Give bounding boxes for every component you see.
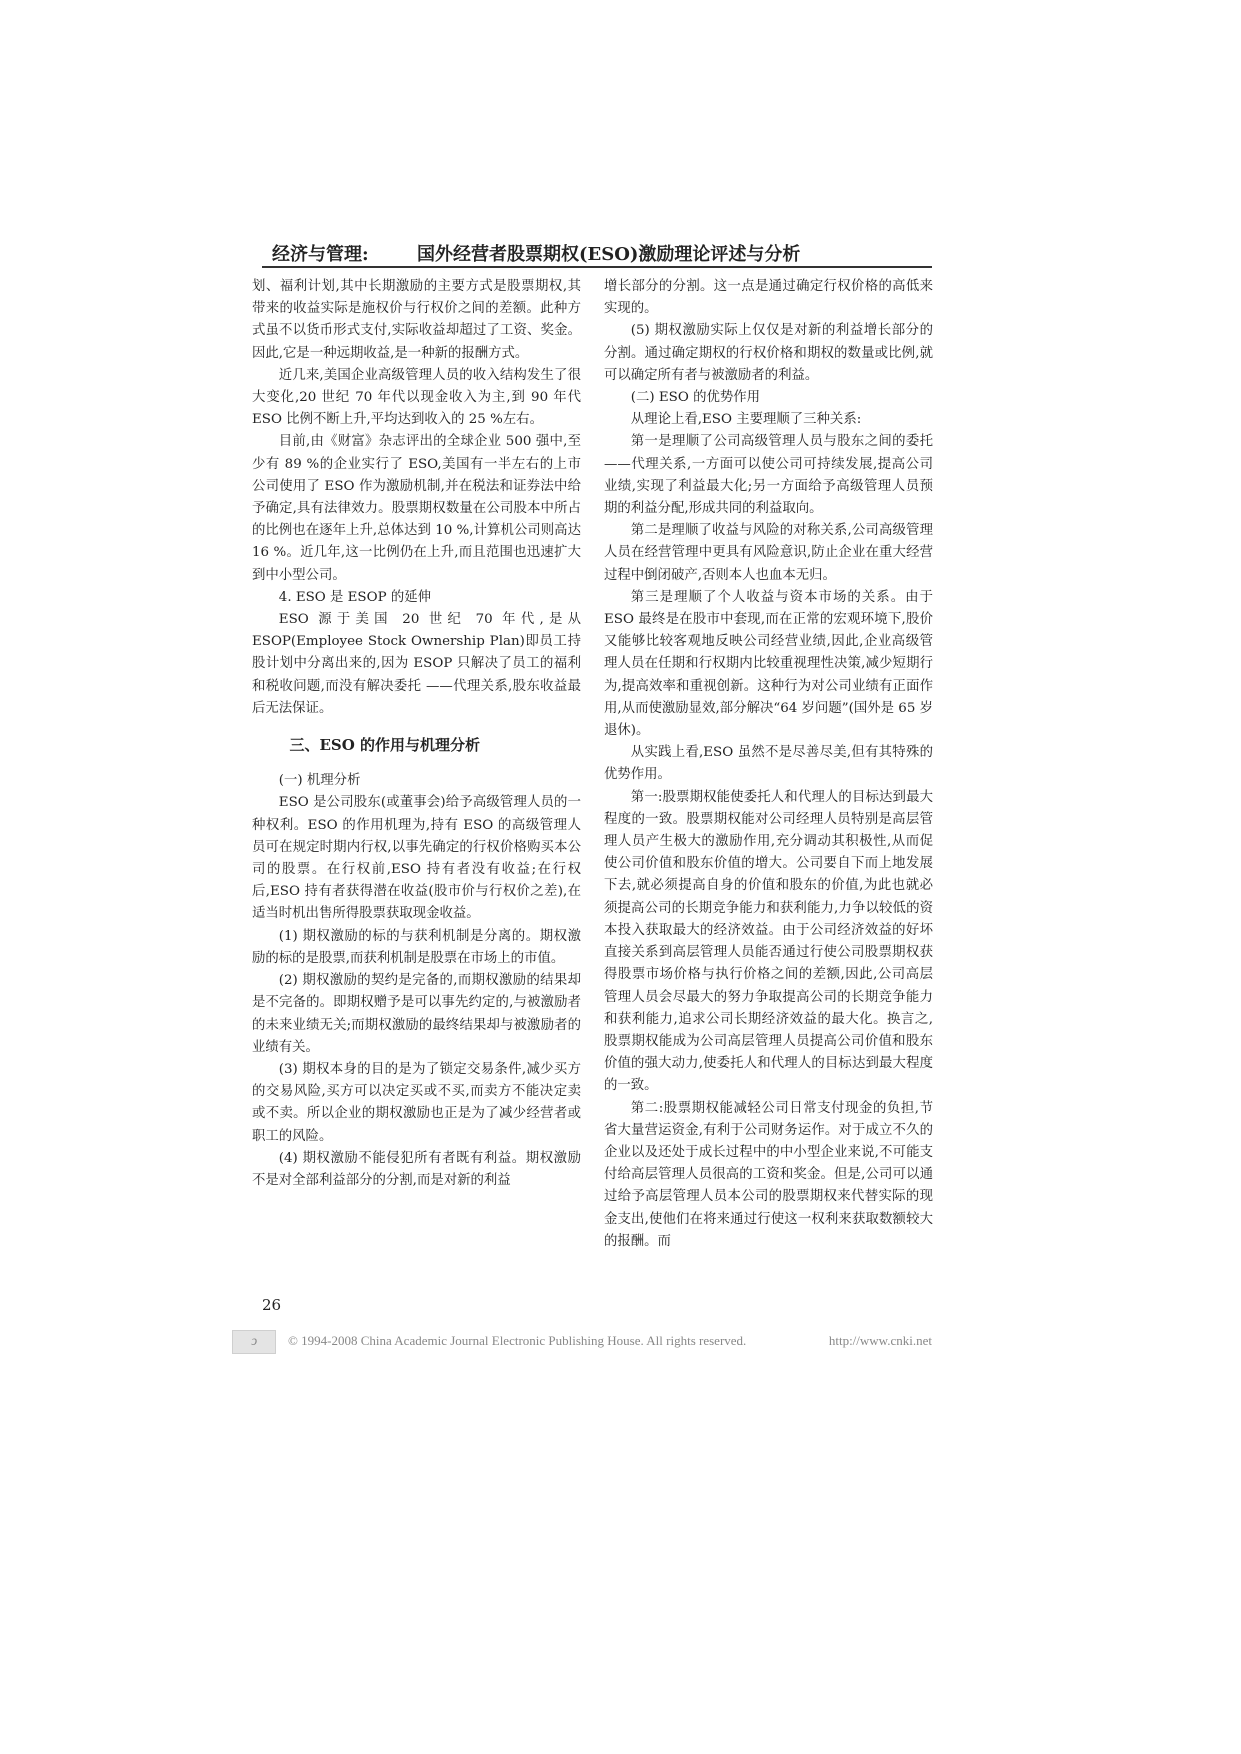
paragraph: ESO 源于美国 20 世纪 70 年代,是从 ESOP(Employee Stock Ownership Plan)即员工持股计划中分离出来的,因为 ESOP 只解决了员工的福利和税收问题,而没有解决委托 ——代理关系,股东收益最后无法保证。 [252, 612, 581, 716]
paragraph: 第二是理顺了收益与风险的对称关系,公司高级管理人员在经营管理中更具有风险意识,防止企业在重大经营过程中倒闭破产,否则本人也血本无归。 [604, 523, 933, 583]
paragraph: (2) 期权激励的契约是完备的,而期权激励的结果却是不完备的。即期权赠予是可以事先约定的,与被激励者的未来业绩无关;而期权激励的最终结果却与被激励者的业绩有关。 [252, 973, 581, 1055]
cnki-logo-icon: ↄ [232, 1330, 276, 1354]
paragraph: (3) 期权本身的目的是为了锁定交易条件,减少买方的交易风险,买方可以决定买或不买,而卖方不能决定卖或不卖。所以企业的期权激励也正是为了减少经营者或职工的风险。 [252, 1061, 581, 1144]
paragraph: 近几来,美国企业高级管理人员的收入结构发生了很大变化,20 世纪 70 年代以现金收入为主,到 90 年代 ESO 比例不断上升,平均达到收入的 25 %左右。 [252, 367, 581, 428]
paragraph: 第一是理顺了公司高级管理人员与股东之间的委托 ——代理关系,一方面可以使公司可持续发展,提高公司业绩,实现了利益最大化;另一方面给予高级管理人员预期的利益分配,形成共同的利益取向。 [604, 434, 933, 517]
copyright-footer [232, 1328, 932, 1354]
page-number: 26 [262, 1296, 282, 1314]
paragraph: (二) ESO 的优势作用 [630, 390, 761, 406]
article-title: 国外经营者股票期权(ESO)激励理论评述与分析 [417, 244, 801, 265]
paragraph: (5) 期权激励实际上仅仅是对新的利益增长部分的分割。通过确定期权的行权价格和期权的数量或比例,就可以确定所有者与被激励者的利益。 [604, 323, 933, 383]
paragraph: 增长部分的分割。这一点是通过确定行权价格的高低来实现的。 [604, 279, 933, 317]
paragraph: (4) 期权激励不能侵犯所有者既有利益。期权激励不是对全部利益部分的分割,而是对新的利益 [252, 1150, 581, 1188]
section-heading: 三、ESO 的作用与机理分析 [289, 736, 481, 755]
paragraph: 目前,由《财富》杂志评出的全球企业 500 强中,至少有 89 %的企业实行了 ESO,美国有一半左右的上市公司使用了 ESO 作为激励机制,并在税法和证券法中给予确定,具有法律效力。股票期权数量在公司股本中所占的比例也在逐年上升,总体达到 10 %,计算机公司则高达 16 %。近几年,这一比例仍在上升,而且范围也迅速扩大到中小型公司。 [252, 434, 581, 583]
paragraph: 第一:股票期权能使委托人和代理人的目标达到最大程度的一致。股票期权能对公司经理人员特别是高层管理人员产生极大的激励作用,充分调动其积极性,从而促使公司价值和股东价值的增大。公司要自下而上地发展下去,就必须提高自身的价值和股东的价值,为此也就必须提高公司的长期竞争能力和获利能力,力争以较低的资本投入获取最大的经济效益。由于公司经济效益的好坏直接关系到高层管理人员能否通过行使公司股票期权获得股票市场价格与执行价格之间的差额,因此,公司高层管理人员会尽最大的努力争取提高公司的长期竞争能力和获利能力,追求公司长期经济效益的最大化。换言之,股票期权能成为公司高层管理人员提高公司价值和股东价值的强大动力,使委托人和代理人的目标达到最大程度的一致。 [604, 789, 933, 1094]
paragraph: (一) 机理分析 [278, 773, 361, 789]
left-column [252, 276, 581, 1192]
paragraph: 从实践上看,ESO 虽然不是尽善尽美,但有其特殊的优势作用。 [604, 745, 933, 783]
running-header [262, 236, 932, 268]
paragraph: ESO 是公司股东(或董事会)给予高级管理人员的一种权利。ESO 的作用机理为,持有 ESO 的高级管理人员可在规定时期内行权,以事先确定的行权价格购买本公司的股票。在行权前,ESO 持有者没有收益;在行权后,ESO 持有者获得潜在收益(股市价与行权价之差),在适当时机出售所得股票获取现金收益。 [252, 795, 581, 922]
copyright-text: © 1994-2008 China Academic Journal Electronic Publishing House. All rights reserved. [288, 1333, 747, 1348]
paragraph: 第三是理顺了个人收益与资本市场的关系。由于 ESO 最终是在股市中套现,而在正常的宏观环境下,股价又能够比较客观地反映公司经营业绩,因此,企业高级管理人员在任期和行权期内比较重视理性决策,减少短期行为,提高效率和重视创新。这种行为对公司业绩有正面作用,从而使激励显效,部分解决“64 岁问题”(国外是 65 岁退休)。 [604, 589, 933, 739]
paragraph: 划、福利计划,其中长期激励的主要方式是股票期权,其带来的收益实际是施权价与行权价之间的差额。此种方式虽不以货币形式支付,实际收益却超过了工资、奖金。因此,它是一种远期收益,是一种新的报酬方式。 [252, 279, 581, 361]
right-column [604, 276, 933, 1253]
paragraph: 4. ESO 是 ESOP 的延伸 [278, 589, 432, 605]
paragraph: (1) 期权激励的标的与获利机制是分离的。期权激励的标的是股票,而获利机制是股票在市场上的市值。 [252, 928, 581, 966]
paragraph: 从理论上看,ESO 主要理顺了三种关系: [630, 412, 862, 428]
journal-section: 经济与管理: [272, 244, 369, 265]
paragraph: 第二:股票期权能减轻公司日常支付现金的负担,节省大量营运资金,有利于公司财务运作。对于成立不久的企业以及还处于成长过程中的中小型企业来说,不可能支付给高层管理人员很高的工资和奖金。但是,公司可以通过给予高层管理人员本公司的股票期权来代替实际的现金支出,使他们在将来通过行使这一权利来获取数额较大的报酬。而 [604, 1100, 933, 1249]
footer-url-link[interactable]: http://www.cnki.net [828, 1333, 932, 1348]
